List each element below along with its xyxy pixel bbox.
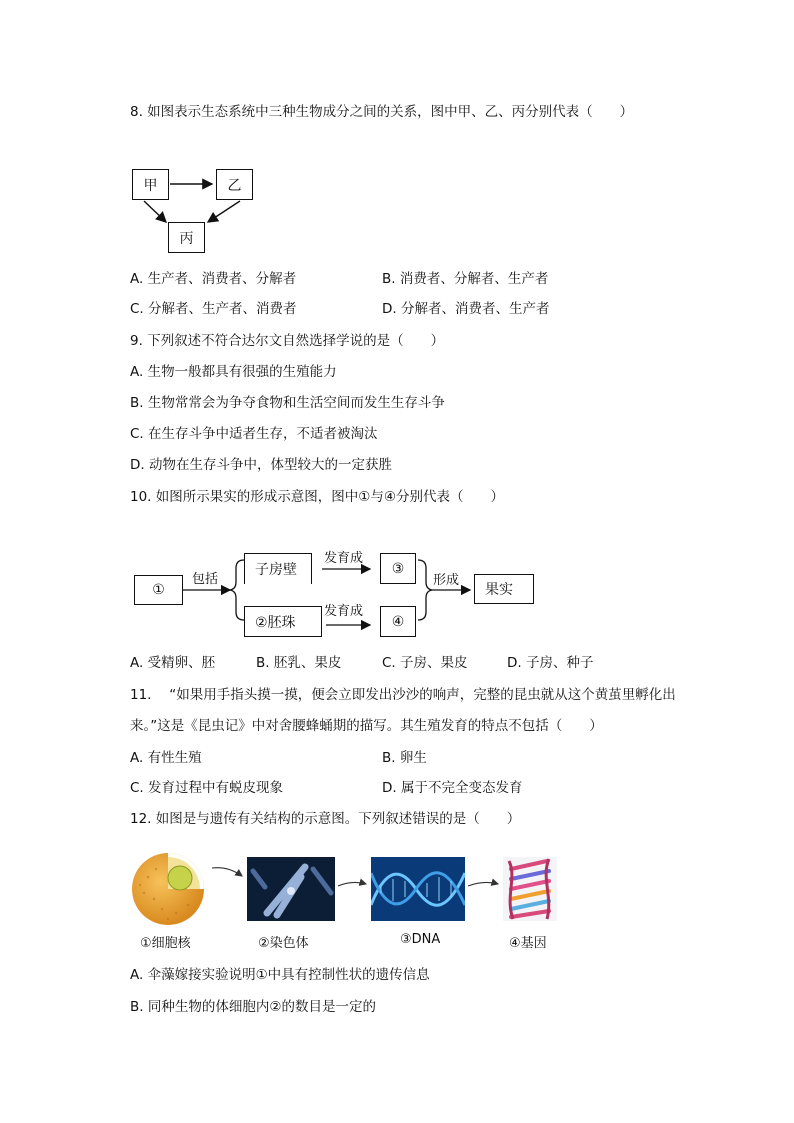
q12-option-b: B. 同种生物的体细胞内②的数目是一定的 <box>130 999 376 1015</box>
label-develop-2: 发育成 <box>324 604 364 619</box>
q12-stem: 12. 如图是与遗传有关结构的示意图。下列叙述错误的是（ ） <box>130 811 521 827</box>
label-develop-1: 发育成 <box>324 551 364 566</box>
q12-option-a: A. 伞藻嫁接实验说明①中具有控制性状的遗传信息 <box>130 967 430 983</box>
q9-option-b: B. 生物常常会为争夺食物和生活空间而发生生存斗争 <box>130 395 445 411</box>
q9-option-d: D. 动物在生存斗争中，体型较大的一定获胜 <box>130 457 392 473</box>
q10-option-d: D. 子房、种子 <box>507 655 594 671</box>
q10-stem: 10. 如图所示果实的形成示意图，图中①与④分别代表（ ） <box>130 489 504 505</box>
q8-option-b: B. 消费者、分解者、生产者 <box>382 271 549 287</box>
q8-option-a: A. 生产者、消费者、分解者 <box>130 271 297 287</box>
q8-option-c: C. 分解者、生产者、消费者 <box>130 301 297 317</box>
q8-stem: 8. 如图表示生态系统中三种生物成分之间的关系，图中甲、乙、丙分别代表（ ） <box>130 104 634 120</box>
box-circle-4: ④ <box>380 606 416 637</box>
caption-nucleus: ①细胞核 <box>140 936 191 951</box>
q9-stem: 9. 下列叙述不符合达尔文自然选择学说的是（ ） <box>130 333 445 349</box>
box-ovary-wall: 子房壁 <box>244 553 312 584</box>
box-yi: 乙 <box>216 169 253 200</box>
box-jia: 甲 <box>132 169 169 200</box>
label-form: 形成 <box>433 573 460 588</box>
q9-option-a: A. 生物一般都具有很强的生殖能力 <box>130 364 337 380</box>
q9-option-c: C. 在生存斗争中适者生存，不适者被淘汰 <box>130 426 378 442</box>
box-circle-1: ① <box>134 575 183 605</box>
q10-option-b: B. 胚乳、果皮 <box>256 655 342 671</box>
q10-option-a: A. 受精卵、胚 <box>130 655 216 671</box>
caption-chromosome: ②染色体 <box>258 936 309 951</box>
label-include: 包括 <box>192 572 219 587</box>
box-ovule: ②胚珠 <box>244 606 322 637</box>
q10-option-c: C. 子房、果皮 <box>382 655 468 671</box>
caption-dna: ③DNA <box>400 932 441 947</box>
q8-option-d: D. 分解者、消费者、生产者 <box>382 301 550 317</box>
caption-gene: ④基因 <box>509 936 547 951</box>
box-circle-3: ③ <box>380 553 416 584</box>
box-fruit: 果实 <box>474 574 534 604</box>
q11-option-d: D. 属于不完全变态发育 <box>382 780 523 796</box>
q11-option-b: B. 卵生 <box>382 750 427 766</box>
box-bing: 丙 <box>168 222 205 253</box>
q11-option-a: A. 有性生殖 <box>130 750 202 766</box>
q11-stem-line-1: 11. “如果用手指头摸一摸，便会立即发出沙沙的响声，完整的昆虫就从这个黄茧里孵化出 <box>130 687 676 703</box>
q11-option-c: C. 发育过程中有蜕皮现象 <box>130 780 284 796</box>
q11-stem-line-2: 来。”这是《昆虫记》中对舍腰蜂蛹期的描写。其生殖发育的特点不包括（ ） <box>130 718 603 734</box>
